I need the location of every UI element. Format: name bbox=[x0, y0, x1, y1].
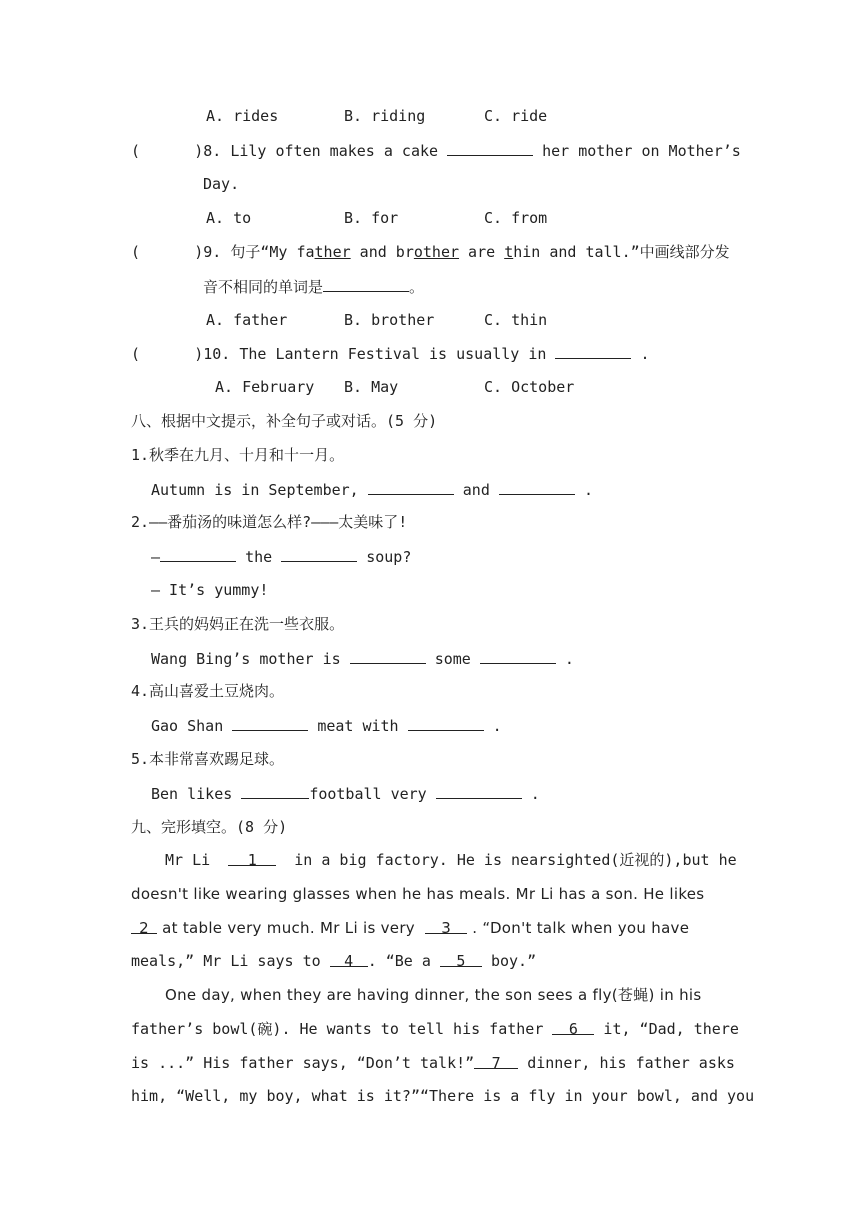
cloze-blank-3[interactable]: 3 bbox=[425, 918, 467, 934]
s8-3-english bbox=[151, 648, 574, 669]
cloze-blank-5[interactable]: 5 bbox=[440, 951, 482, 967]
q8-text-pre: Lily often makes a cake bbox=[230, 142, 439, 160]
underlined-t: t bbox=[504, 243, 514, 261]
cloze-text: . “Be a bbox=[367, 952, 431, 970]
cloze-line-6 bbox=[131, 1019, 739, 1039]
section-8-title: 八、根据中文提示，补全句子或对话。(5 分) bbox=[131, 412, 438, 430]
fill-blank[interactable] bbox=[241, 783, 309, 799]
q10-text-pre: The Lantern Festival is usually in bbox=[239, 345, 547, 363]
answer-paren: ( ) bbox=[131, 345, 204, 363]
s8-1-english bbox=[151, 479, 593, 500]
s8-2-post: soup? bbox=[366, 548, 412, 566]
s8-4-chinese: 4.高山喜爱土豆烧肉。 bbox=[131, 682, 285, 700]
q10-option-a: A. February bbox=[215, 378, 315, 396]
fill-blank[interactable] bbox=[555, 343, 631, 359]
s8-1-post: . bbox=[583, 481, 593, 499]
s8-2-line1 bbox=[151, 546, 411, 567]
q8-line bbox=[131, 140, 741, 161]
q10-text-post: . bbox=[640, 345, 650, 363]
cloze-text: in a big factory. He is nearsighted(近视的),but he bbox=[294, 851, 737, 869]
s8-3-post: . bbox=[564, 650, 574, 668]
q9-cont-end: 。 bbox=[409, 278, 425, 296]
cloze-blank-2[interactable]: 2 bbox=[131, 918, 157, 934]
fill-blank[interactable] bbox=[232, 715, 308, 731]
s8-1-mid: and bbox=[462, 481, 490, 499]
q9-text-pre: 句子“My fa bbox=[230, 243, 315, 261]
fill-blank[interactable] bbox=[499, 479, 575, 495]
s8-5-pre: Ben likes bbox=[151, 785, 233, 803]
cloze-blank-7[interactable]: 7 bbox=[474, 1053, 518, 1069]
question-number: 10. bbox=[203, 345, 231, 363]
cloze-line-8: him, “Well, my boy, what is it?”“There is a fly in your bowl, and you bbox=[131, 1087, 755, 1105]
s8-3-mid: some bbox=[434, 650, 471, 668]
cloze-text: Mr Li bbox=[165, 851, 211, 869]
q9-text-mid2: are bbox=[459, 243, 505, 261]
fill-blank[interactable] bbox=[160, 546, 236, 562]
q9-text-mid3: hin and tall.”中画线部分发 bbox=[513, 243, 730, 261]
q9-cont-text: 音不相同的单词是 bbox=[203, 278, 324, 296]
q9-continuation bbox=[203, 276, 424, 297]
q8-option-a: A. to bbox=[206, 209, 252, 227]
cloze-text: boy.” bbox=[490, 952, 537, 970]
q7-option-c: C. ride bbox=[484, 107, 548, 125]
cloze-text: . “Don't talk when you have bbox=[472, 919, 690, 937]
q9-option-c: C. thin bbox=[484, 311, 548, 329]
answer-paren: ( ) bbox=[131, 243, 204, 261]
s8-2-line2: — It’s yummy! bbox=[151, 581, 269, 599]
cloze-blank-4[interactable]: 4 bbox=[330, 951, 368, 967]
q8-option-c: C. from bbox=[484, 209, 548, 227]
question-number: 8. bbox=[203, 142, 222, 160]
cloze-text: it, “Dad, there bbox=[603, 1020, 739, 1038]
s8-4-mid: meat with bbox=[317, 717, 399, 735]
dialog-dash: — bbox=[151, 548, 161, 566]
q8-text-post: her mother on Mother’s bbox=[542, 142, 741, 160]
s8-3-pre: Wang Bing’s mother is bbox=[151, 650, 341, 668]
section-9-title: 九、完形填空。(8 分) bbox=[131, 818, 288, 836]
underlined-ther: ther bbox=[314, 243, 351, 261]
s8-1-pre: Autumn is in September, bbox=[151, 481, 359, 499]
s8-3-chinese: 3.王兵的妈妈正在洗一些衣服。 bbox=[131, 615, 345, 633]
q10-line bbox=[131, 343, 650, 364]
cloze-text: father’s bowl(碗). He wants to tell his father bbox=[131, 1020, 544, 1038]
fill-blank[interactable] bbox=[436, 783, 522, 799]
s8-5-chinese: 5.本非常喜欢踢足球。 bbox=[131, 750, 285, 768]
cloze-text: dinner, his father asks bbox=[527, 1054, 735, 1072]
cloze-text: meals,” Mr Li says to bbox=[131, 952, 321, 970]
answer-paren: ( ) bbox=[131, 142, 204, 160]
s8-4-english bbox=[151, 715, 502, 736]
cloze-line-5: One day, when they are having dinner, the son sees a fly(苍蝇) in his bbox=[165, 986, 702, 1004]
q9-line bbox=[131, 242, 730, 262]
q10-option-b: B. May bbox=[344, 378, 399, 396]
fill-blank[interactable] bbox=[447, 140, 533, 156]
fill-blank[interactable] bbox=[408, 715, 484, 731]
s8-2-mid: the bbox=[245, 548, 273, 566]
q10-option-c: C. October bbox=[484, 378, 575, 396]
fill-blank[interactable] bbox=[480, 648, 556, 664]
q9-option-b: B. brother bbox=[344, 311, 435, 329]
question-number: 9. bbox=[203, 243, 222, 261]
fill-blank[interactable] bbox=[281, 546, 357, 562]
underlined-other: other bbox=[413, 243, 460, 261]
cloze-text: is ...” His father says, “Don’t talk!” bbox=[131, 1054, 475, 1072]
s8-5-mid: football very bbox=[309, 785, 427, 803]
q7-option-b: B. riding bbox=[344, 107, 426, 125]
q8-option-b: B. for bbox=[344, 209, 399, 227]
cloze-line-4 bbox=[131, 951, 536, 971]
cloze-blank-1[interactable]: 1 bbox=[228, 850, 276, 866]
q8-continuation: Day. bbox=[203, 175, 240, 193]
fill-blank[interactable] bbox=[368, 479, 454, 495]
q9-option-a: A. father bbox=[206, 311, 288, 329]
cloze-line-3 bbox=[131, 918, 689, 938]
s8-5-english bbox=[151, 783, 540, 804]
fill-blank[interactable] bbox=[350, 648, 426, 664]
s8-1-chinese: 1.秋季在九月、十月和十一月。 bbox=[131, 446, 345, 464]
s8-4-pre: Gao Shan bbox=[151, 717, 224, 735]
cloze-line-2: doesn't like wearing glasses when he has meals. Mr Li has a son. He likes bbox=[131, 885, 705, 903]
cloze-line-7 bbox=[131, 1053, 735, 1073]
cloze-blank-6[interactable]: 6 bbox=[552, 1019, 594, 1035]
q9-text-mid1: and br bbox=[350, 243, 414, 261]
fill-blank[interactable] bbox=[323, 276, 409, 292]
cloze-line-1 bbox=[165, 850, 737, 870]
cloze-text: at table very much. Mr Li is very bbox=[162, 919, 415, 937]
s8-5-post: . bbox=[530, 785, 540, 803]
s8-4-post: . bbox=[492, 717, 502, 735]
q7-option-a: A. rides bbox=[206, 107, 279, 125]
s8-2-chinese: 2.——番茄汤的味道怎么样?———太美味了! bbox=[131, 513, 408, 531]
